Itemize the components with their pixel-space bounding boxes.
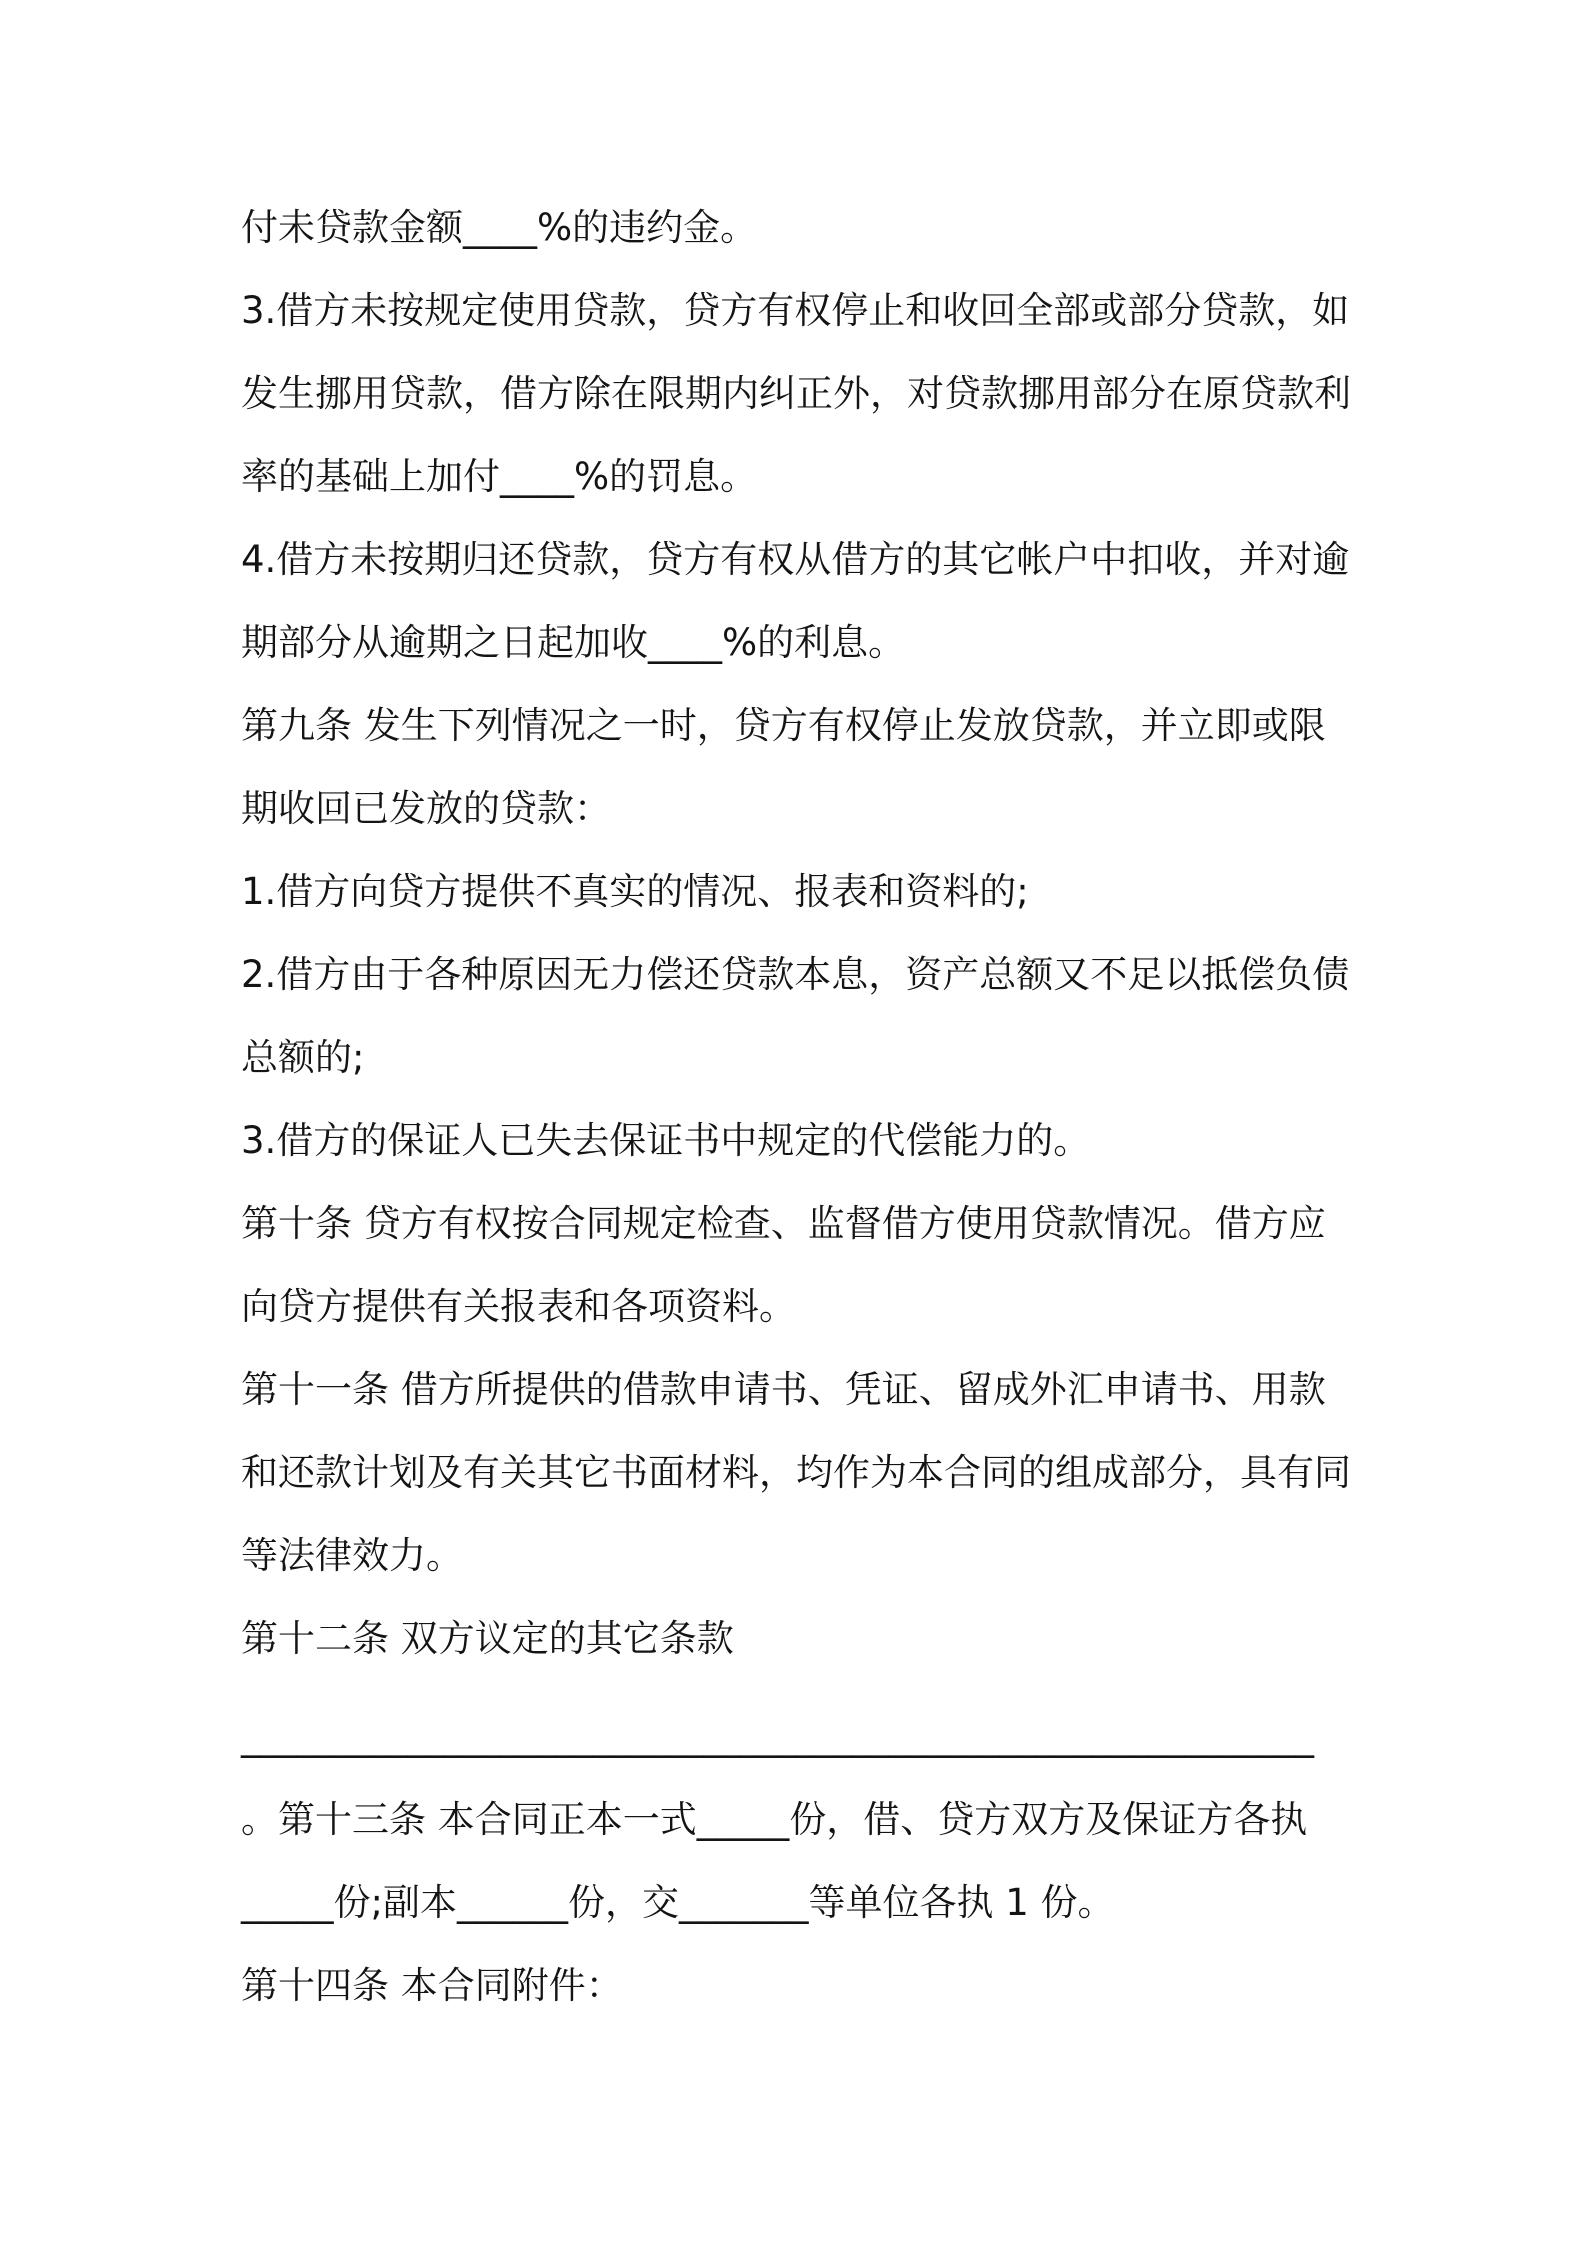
text-line: 和还款计划及有关其它书面材料，均作为本合同的组成部分，具有同: [241, 1451, 1351, 1494]
text-line: _____份;副本______份，交_______等单位各执 1 份。: [241, 1881, 1115, 1924]
article-12: 第十二条 双方议定的其它条款: [241, 1617, 734, 1660]
article-9: 第九条 发生下列情况之一时，贷方有权停止发放贷款，并立即或限: [241, 704, 1326, 747]
article-13: 。第十三条 本合同正本一式_____份，借、贷方双方及保证方各执: [241, 1798, 1308, 1841]
text-line: 付未贷款金额____%的违约金。: [241, 206, 758, 249]
article-14: 第十四条 本合同附件：: [241, 1964, 623, 2007]
article-11: 第十一条 借方所提供的借款申请书、凭证、留成外汇申请书、用款: [241, 1368, 1326, 1411]
text-line: 向贷方提供有关报表和各项资料。: [241, 1285, 796, 1328]
text-line: 总额的;: [241, 1036, 365, 1079]
text-line: 4.借方未按期归还贷款，贷方有权从借方的其它帐户中扣收，并对逾: [241, 538, 1350, 581]
text-line: 等法律效力。: [241, 1534, 463, 1577]
text-line: 3.借方的保证人已失去保证书中规定的代偿能力的。: [241, 1119, 1091, 1162]
text-line: 2.借方由于各种原因无力偿还贷款本息，资产总额又不足以抵偿负债: [241, 953, 1350, 996]
text-line: 发生挪用贷款，借方除在限期内纠正外，对贷款挪用部分在原贷款利: [241, 372, 1351, 415]
text-line: 1.借方向贷方提供不真实的情况、报表和资料的;: [241, 870, 1029, 913]
article-10: 第十条 贷方有权按合同规定检查、监督借方使用贷款情况。借方应: [241, 1202, 1326, 1245]
text-line: 3.借方未按规定使用贷款，贷方有权停止和收回全部或部分贷款，如: [241, 289, 1350, 332]
text-line: 率的基础上加付____%的罚息。: [241, 455, 758, 498]
blank-line: __________________________________________________________: [241, 1715, 1314, 1758]
text-line: 期部分从逾期之日起加收____%的利息。: [241, 621, 906, 664]
text-line: 期收回已发放的贷款：: [241, 787, 611, 830]
